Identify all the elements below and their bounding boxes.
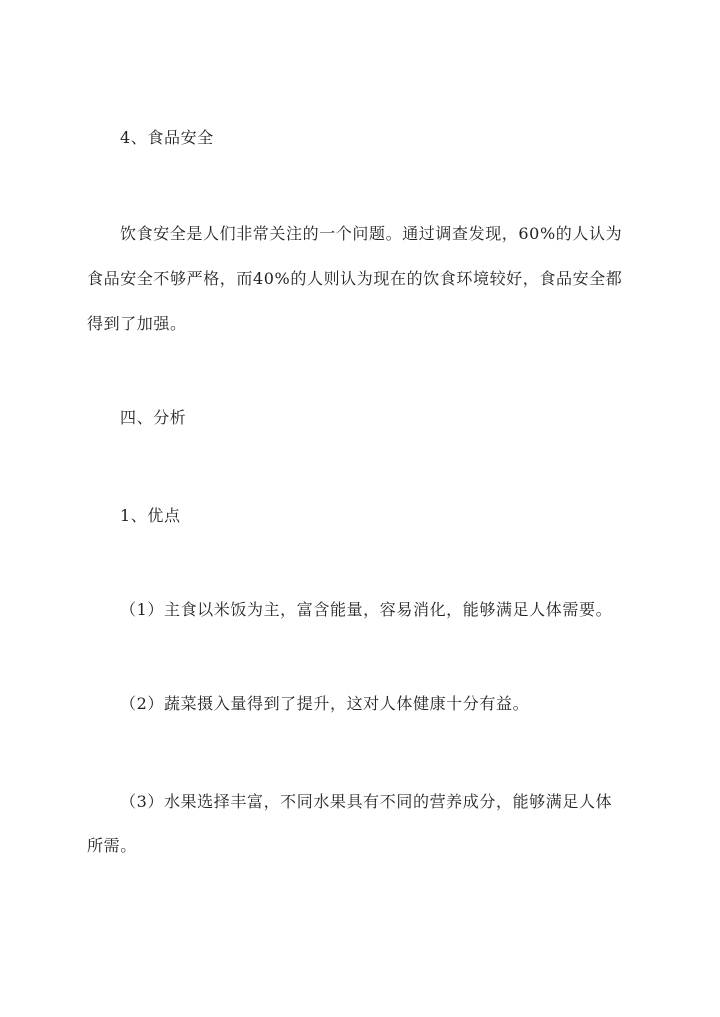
section-heading-food-safety: 4、食品安全 — [120, 128, 214, 147]
paragraph-line: 食品安全不够严格，而40%的人则认为现在的饮食环境较好，食品安全都 — [87, 269, 623, 288]
part-heading-analysis: 四、分析 — [120, 408, 187, 427]
subsection-heading-advantages: 1、优点 — [120, 506, 181, 525]
list-item: （1）主食以米饭为主，富含能量，容易消化，能够满足人体需要。 — [120, 600, 613, 619]
list-item: （2）蔬菜摄入量得到了提升，这对人体健康十分有益。 — [120, 694, 530, 713]
paragraph-line: 得到了加强。 — [87, 314, 187, 333]
list-item: （3）水果选择丰富，不同水果具有不同的营养成分，能够满足人体 — [120, 792, 613, 811]
list-item-continuation: 所需。 — [87, 836, 137, 855]
paragraph-line: 饮食安全是人们非常关注的一个问题。通过调查发现，60%的人认为 — [120, 224, 623, 243]
